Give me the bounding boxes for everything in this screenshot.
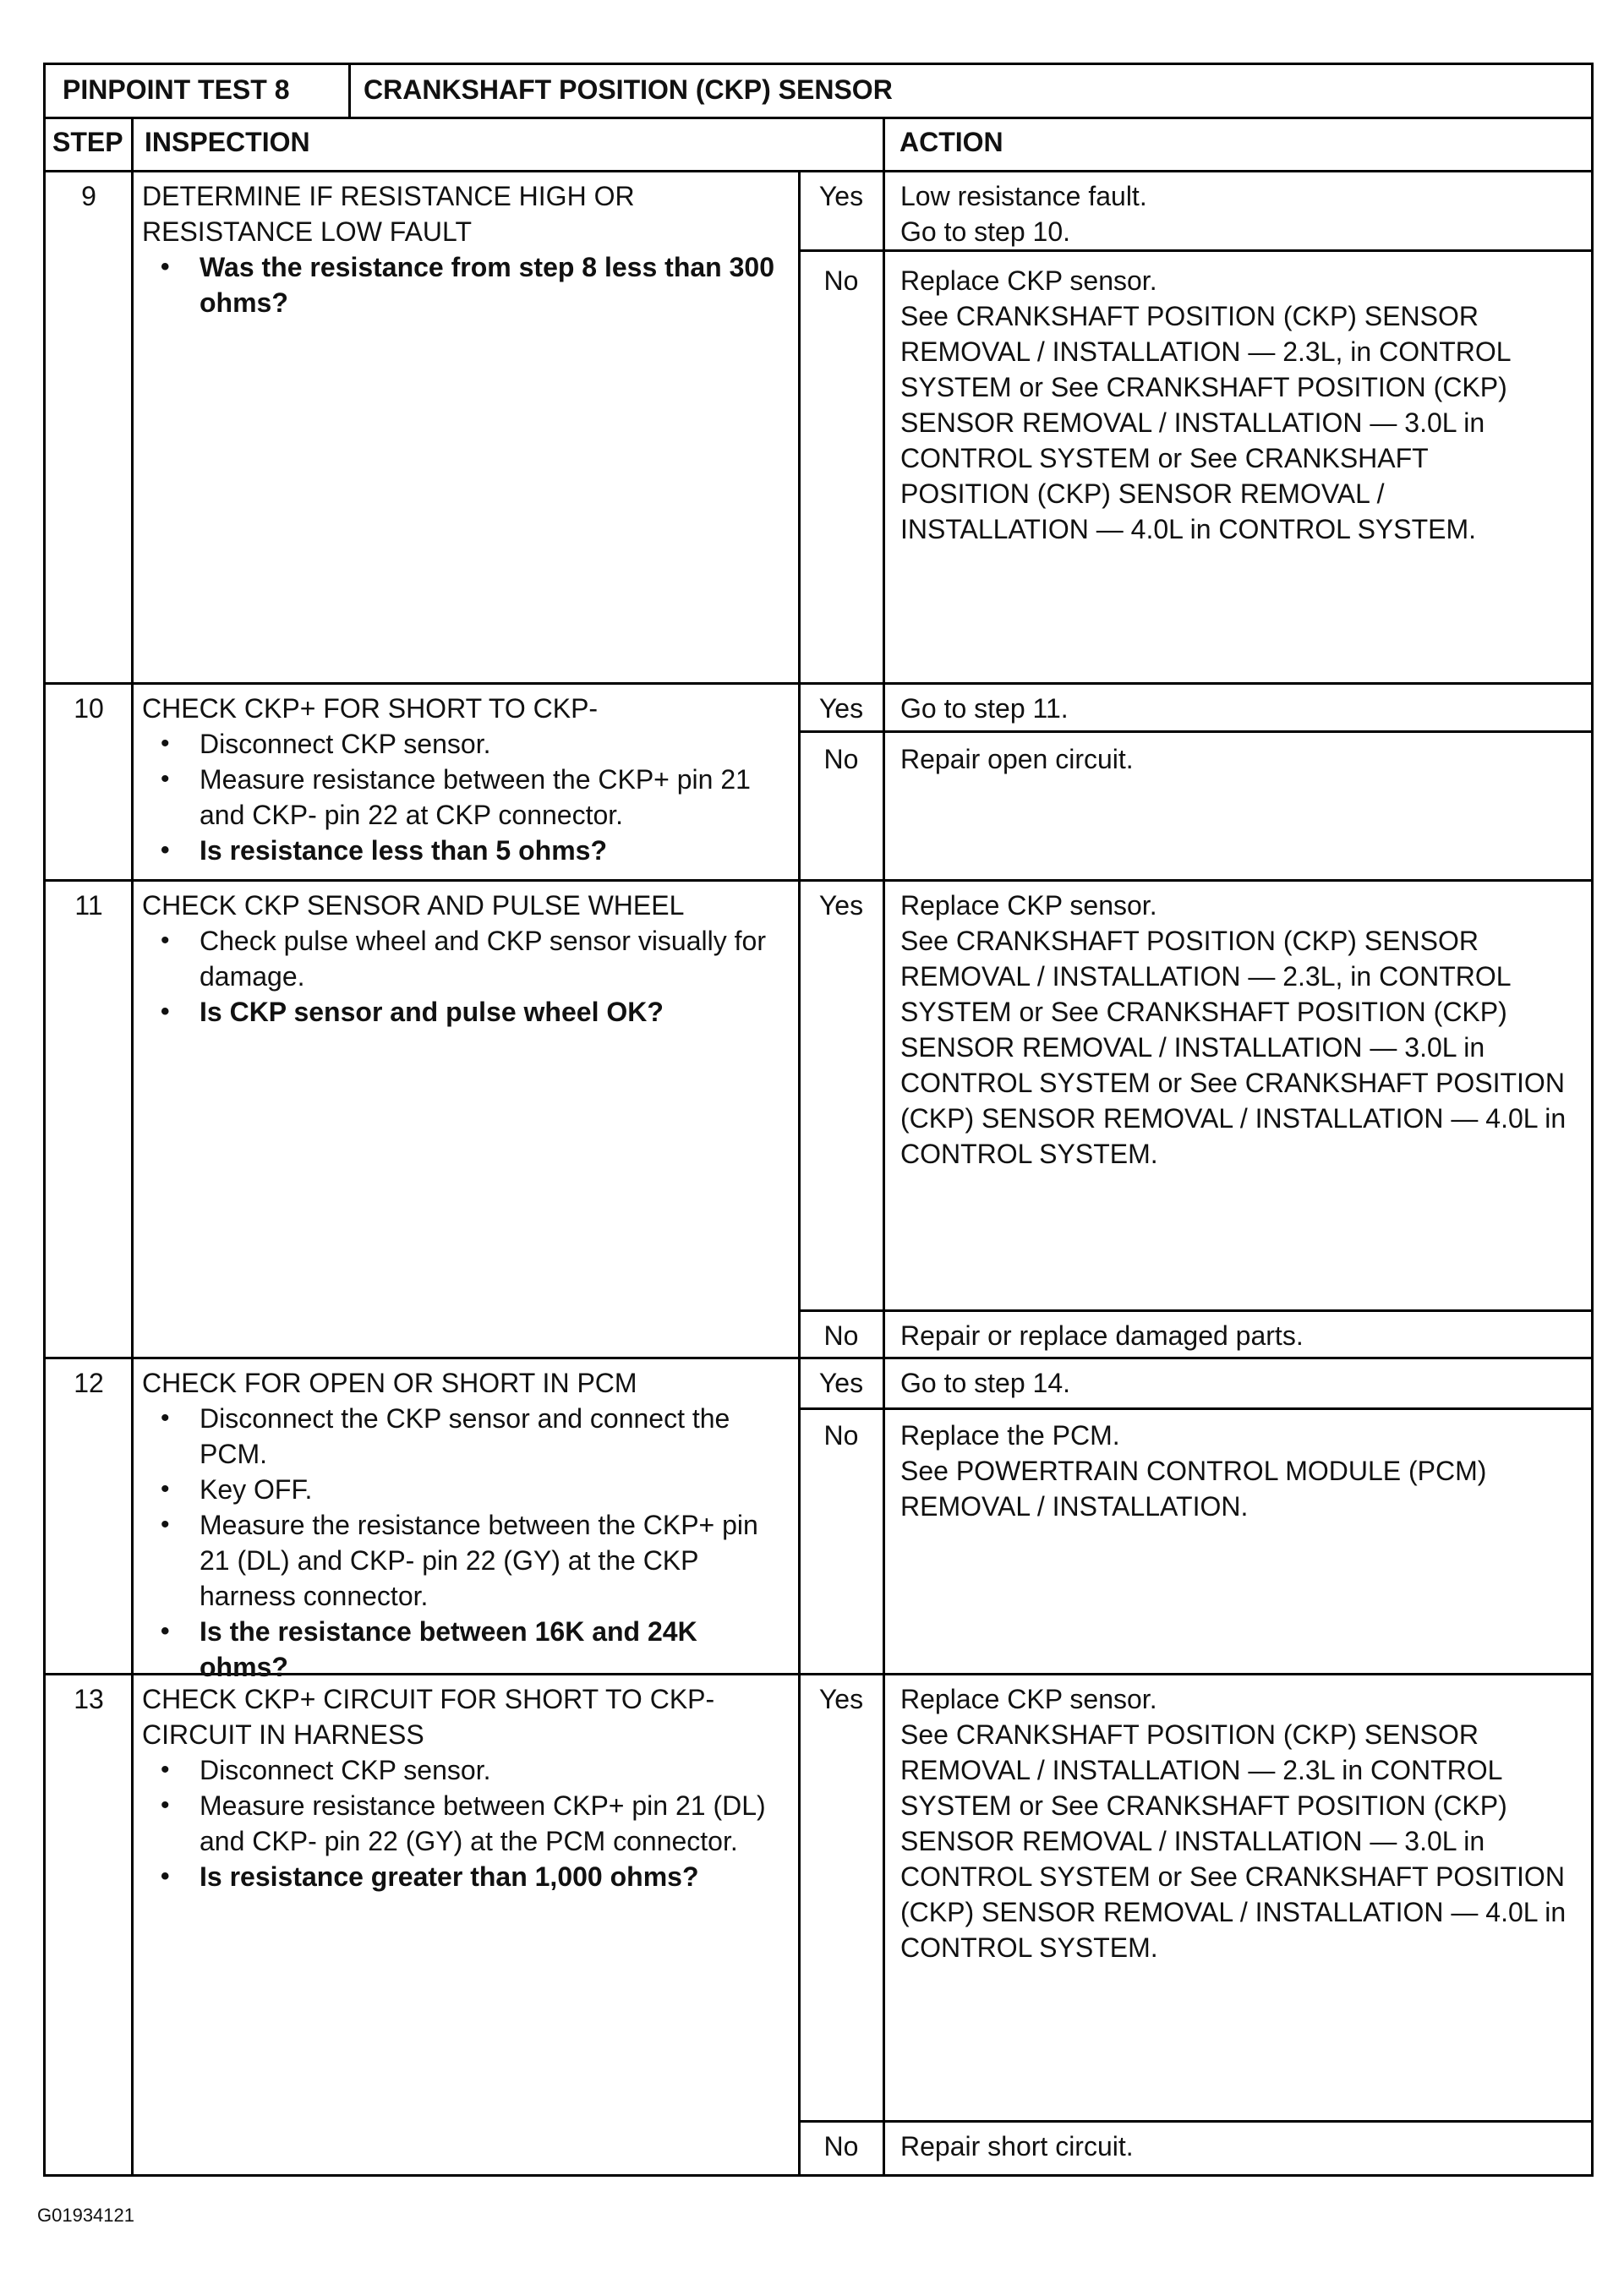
action-text: Replace CKP sensor. See CRANKSHAFT POSITION (CKP) SENSOR REMOVAL / INSTALLATION — 2.3L, in CONTROL SYSTEM or See CRANKSHAFT POSITION (CKP) SENSOR REMOVAL / INSTALLATION — 3.0L in CONTROL SYSTEM or See CRANKSHAFT POSITION (CKP) SENSOR REMOVAL / INSTALLATION — 4.0L in CONTROL SYSTEM. bbox=[900, 265, 1511, 544]
step-number: 13 bbox=[74, 1684, 104, 1714]
inspection-question: • Was the resistance from step 8 less than 300 ohms? bbox=[142, 249, 793, 320]
action-text: Go to step 11. bbox=[900, 693, 1069, 724]
action-text: Replace CKP sensor. See CRANKSHAFT POSITION (CKP) SENSOR REMOVAL / INSTALLATION — 2.3L, in CONTROL SYSTEM or See CRANKSHAFT POSITION (CKP) SENSOR REMOVAL / INSTALLATION — 3.0L in CONTROL SYSTEM or See CRANKSHAFT POSITION (CKP) SENSOR REMOVAL / INSTALLATION — 4.0L in CONTROL SYSTEM. bbox=[900, 890, 1567, 1169]
inspection-instruction: • Disconnect the CKP sensor and connect the PCM. bbox=[142, 1401, 793, 1472]
action-text: Go to step 14. bbox=[900, 1368, 1071, 1398]
inspection-title: DETERMINE IF RESISTANCE HIGH OR RESISTANCE LOW FAULT bbox=[142, 181, 635, 247]
figure-code: G01934121 bbox=[37, 2205, 134, 2226]
step-number: 10 bbox=[74, 693, 104, 724]
inspection-question: • Is CKP sensor and pulse wheel OK? bbox=[142, 994, 793, 1030]
action-text: Low resistance fault. Go to step 10. bbox=[900, 181, 1147, 247]
step-inspection bbox=[142, 691, 793, 868]
answer-no: No bbox=[823, 744, 859, 774]
inspection-instruction: • Measure resistance between CKP+ pin 21 (DL) and CKP- pin 22 (GY) at the PCM connector. bbox=[142, 1788, 793, 1859]
step-number: 11 bbox=[74, 890, 103, 921]
column-header-action: ACTION bbox=[899, 127, 1003, 157]
test-title: PINPOINT TEST 8 bbox=[63, 74, 290, 105]
inspection-title: CHECK CKP+ CIRCUIT FOR SHORT TO CKP- CIRCUIT IN HARNESS bbox=[142, 1684, 715, 1750]
answer-no: No bbox=[823, 1320, 859, 1351]
inspection-instruction: • Disconnect CKP sensor. bbox=[142, 726, 793, 762]
answer-yes: Yes bbox=[818, 181, 864, 211]
inspection-question: • Is resistance greater than 1,000 ohms? bbox=[142, 1859, 793, 1894]
step-inspection bbox=[142, 178, 793, 320]
step-inspection bbox=[142, 1365, 793, 1685]
answer-no: No bbox=[823, 2131, 859, 2161]
step-number: 9 bbox=[81, 181, 96, 211]
answer-yes: Yes bbox=[818, 693, 864, 724]
inspection-title: CHECK CKP+ FOR SHORT TO CKP- bbox=[142, 693, 599, 724]
pinpoint-test-table bbox=[43, 63, 1594, 2177]
inspection-instruction: • Measure resistance between the CKP+ pin 21 and CKP- pin 22 at CKP connector. bbox=[142, 762, 793, 833]
component-title: CRANKSHAFT POSITION (CKP) SENSOR bbox=[364, 74, 893, 105]
answer-yes: Yes bbox=[818, 1368, 864, 1398]
action-text: Replace the PCM. See POWERTRAIN CONTROL MODULE (PCM) REMOVAL / INSTALLATION. bbox=[900, 1420, 1487, 1522]
column-header-inspection: INSPECTION bbox=[145, 127, 310, 157]
inspection-title: CHECK FOR OPEN OR SHORT IN PCM bbox=[142, 1368, 637, 1398]
action-text: Repair or replace damaged parts. bbox=[900, 1320, 1304, 1351]
answer-yes: Yes bbox=[818, 890, 864, 921]
action-text: Repair short circuit. bbox=[900, 2131, 1134, 2161]
inspection-title: CHECK CKP SENSOR AND PULSE WHEEL bbox=[142, 890, 685, 921]
inspection-instruction: • Key OFF. bbox=[142, 1472, 793, 1507]
action-text: Replace CKP sensor. See CRANKSHAFT POSITION (CKP) SENSOR REMOVAL / INSTALLATION — 2.3L in CONTROL SYSTEM or See CRANKSHAFT POSITION (CKP) SENSOR REMOVAL / INSTALLATION — 3.0L in CONTROL SYSTEM or See CRANKSHAFT POSITION (CKP) SENSOR REMOVAL / INSTALLATION — 4.0L in CONTROL SYSTEM. bbox=[900, 1684, 1567, 1963]
inspection-instruction: • Measure the resistance between the CKP+ pin 21 (DL) and CKP- pin 22 (GY) at the CKP harness connector. bbox=[142, 1507, 793, 1614]
step-inspection bbox=[142, 888, 793, 1030]
step-number: 12 bbox=[74, 1368, 104, 1398]
answer-yes: Yes bbox=[818, 1684, 864, 1714]
inspection-instruction: • Check pulse wheel and CKP sensor visually for damage. bbox=[142, 923, 793, 994]
inspection-question: • Is the resistance between 16K and 24K ohms? bbox=[142, 1614, 793, 1685]
step-inspection bbox=[142, 1681, 793, 1894]
column-header-step: STEP bbox=[52, 127, 123, 157]
answer-no: No bbox=[823, 265, 859, 296]
inspection-question: • Is resistance less than 5 ohms? bbox=[142, 833, 793, 868]
action-text: Repair open circuit. bbox=[900, 744, 1134, 774]
answer-no: No bbox=[823, 1420, 859, 1451]
inspection-instruction: • Disconnect CKP sensor. bbox=[142, 1752, 793, 1788]
